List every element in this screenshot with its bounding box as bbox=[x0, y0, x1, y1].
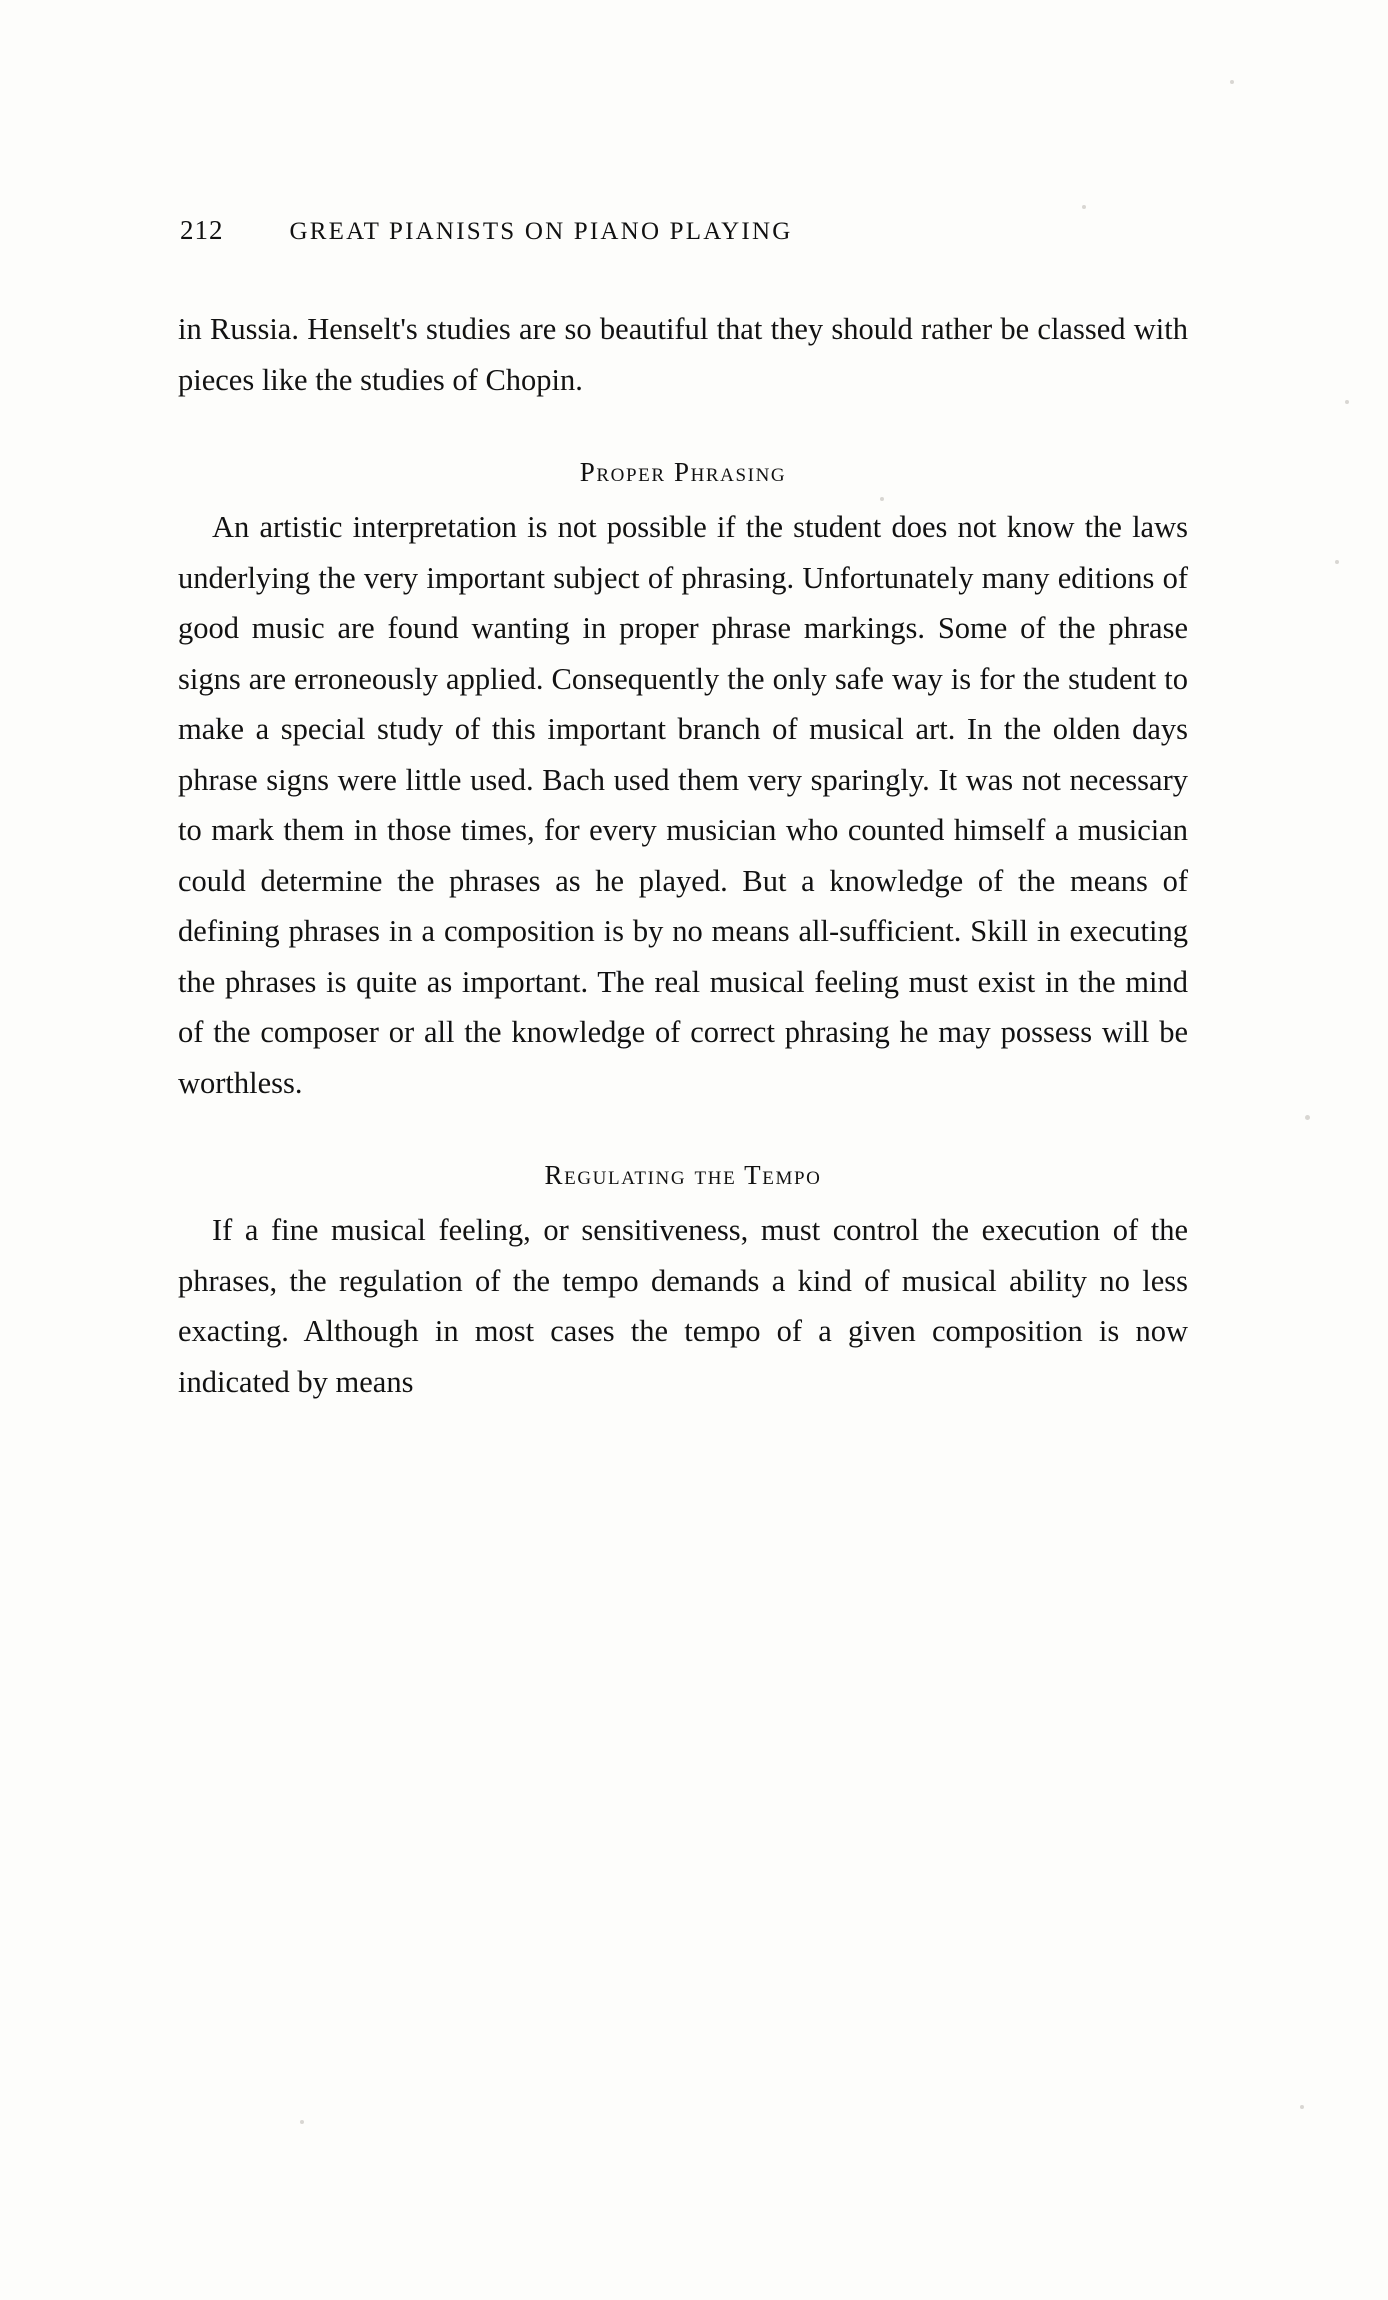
paper-speck bbox=[1230, 80, 1234, 84]
paragraph-proper-phrasing: An artistic interpretation is not possible if the student does not know the laws underlying the very important subject of phrasing. Unfortunately many editions of good music are found wanting in proper phrase markings. Some of the phrase signs are erroneously applied. Consequently the only safe way is for the student to make a special study of this important branch of musical art. In the olden days phrase signs were little used. Bach used them very sparingly. It was not necessary to mark them in those times, for every musician who counted himself a musician could determine the phrases as he played. But a knowledge of the means of defining phrases in a composition is by no means all-sufficient. Skill in executing the phrases is quite as important. The real musical feeling must exist in the mind of the composer or all the knowledge of correct phrasing he may possess will be worthless. bbox=[178, 510, 1188, 1100]
page-content bbox=[178, 215, 1188, 1407]
book-title-header: GREAT PIANISTS ON PIANO PLAYING bbox=[289, 218, 793, 245]
paper-speck bbox=[1300, 2105, 1304, 2109]
paper-speck bbox=[1335, 560, 1339, 564]
paragraph-continued: in Russia. Henselt's studies are so beautiful that they should rather be classed with pieces like the studies of Chopin. bbox=[178, 312, 1188, 397]
paper-speck bbox=[1345, 400, 1349, 404]
section-heading-regulating-tempo: Regulating the Tempo bbox=[544, 1160, 822, 1190]
paragraph-regulating-tempo: If a fine musical feeling, or sensitiveness, must control the execution of the phrases, the regulation of the tempo demands a kind of musical ability no less exacting. Although in most cases the tempo of a given composition is now indicated by means bbox=[178, 1213, 1188, 1399]
paper-speck bbox=[1082, 205, 1086, 209]
section-heading-proper-phrasing: Proper Phrasing bbox=[579, 457, 787, 487]
paper-speck bbox=[1305, 1115, 1310, 1120]
paper-speck bbox=[300, 2120, 304, 2124]
page-number: 212 bbox=[180, 215, 224, 245]
running-head bbox=[178, 215, 1188, 246]
